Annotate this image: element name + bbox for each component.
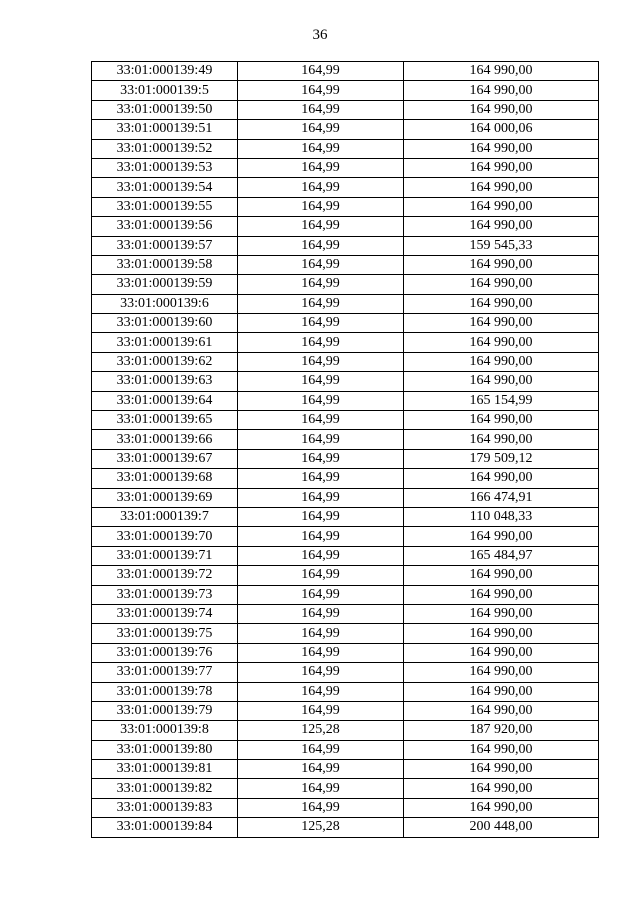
value-cell: 164 990,00 — [404, 197, 599, 216]
table-row — [92, 721, 599, 740]
value-cell: 164 990,00 — [404, 585, 599, 604]
cadastral-number-cell: 33:01:000139:8 — [92, 721, 238, 740]
table-row — [92, 255, 599, 274]
table-row — [92, 449, 599, 468]
cadastral-number-cell: 33:01:000139:71 — [92, 546, 238, 565]
cadastral-number-cell: 33:01:000139:84 — [92, 818, 238, 837]
value-cell: 166 474,91 — [404, 488, 599, 507]
table-row — [92, 158, 599, 177]
table-row — [92, 430, 599, 449]
cadastral-number-cell: 33:01:000139:7 — [92, 507, 238, 526]
table-row — [92, 236, 599, 255]
area-cell: 164,99 — [238, 236, 404, 255]
cadastral-number-cell: 33:01:000139:59 — [92, 275, 238, 294]
area-cell: 164,99 — [238, 779, 404, 798]
table-row — [92, 507, 599, 526]
value-cell: 164 990,00 — [404, 779, 599, 798]
area-cell: 164,99 — [238, 197, 404, 216]
value-cell: 164 990,00 — [404, 643, 599, 662]
table-row — [92, 779, 599, 798]
table-row — [92, 314, 599, 333]
area-cell: 164,99 — [238, 566, 404, 585]
value-cell: 164 990,00 — [404, 314, 599, 333]
area-cell: 164,99 — [238, 546, 404, 565]
value-cell: 164 990,00 — [404, 740, 599, 759]
value-cell: 164 990,00 — [404, 527, 599, 546]
area-cell: 164,99 — [238, 469, 404, 488]
cadastral-number-cell: 33:01:000139:83 — [92, 798, 238, 817]
table-row — [92, 682, 599, 701]
value-cell: 164 000,06 — [404, 120, 599, 139]
value-cell: 164 990,00 — [404, 62, 599, 81]
cadastral-number-cell: 33:01:000139:64 — [92, 391, 238, 410]
table-row — [92, 139, 599, 158]
cadastral-value-table — [91, 61, 599, 838]
table-row — [92, 760, 599, 779]
cadastral-number-cell: 33:01:000139:69 — [92, 488, 238, 507]
value-cell: 164 990,00 — [404, 798, 599, 817]
area-cell: 164,99 — [238, 740, 404, 759]
value-cell: 164 990,00 — [404, 624, 599, 643]
cadastral-number-cell: 33:01:000139:63 — [92, 372, 238, 391]
cadastral-number-cell: 33:01:000139:52 — [92, 139, 238, 158]
table-row — [92, 217, 599, 236]
area-cell: 164,99 — [238, 701, 404, 720]
cadastral-number-cell: 33:01:000139:56 — [92, 217, 238, 236]
table-body — [92, 62, 599, 838]
table-row — [92, 100, 599, 119]
area-cell: 164,99 — [238, 585, 404, 604]
table-row — [92, 62, 599, 81]
value-cell: 110 048,33 — [404, 507, 599, 526]
value-cell: 164 990,00 — [404, 604, 599, 623]
area-cell: 164,99 — [238, 411, 404, 430]
area-cell: 164,99 — [238, 372, 404, 391]
area-cell: 164,99 — [238, 643, 404, 662]
table-row — [92, 566, 599, 585]
value-cell: 164 990,00 — [404, 682, 599, 701]
value-cell: 164 990,00 — [404, 430, 599, 449]
table-row — [92, 411, 599, 430]
area-cell: 164,99 — [238, 760, 404, 779]
table-row — [92, 372, 599, 391]
value-cell: 164 990,00 — [404, 275, 599, 294]
table-row — [92, 585, 599, 604]
cadastral-number-cell: 33:01:000139:82 — [92, 779, 238, 798]
area-cell: 164,99 — [238, 333, 404, 352]
table-row — [92, 643, 599, 662]
cadastral-number-cell: 33:01:000139:75 — [92, 624, 238, 643]
cadastral-number-cell: 33:01:000139:60 — [92, 314, 238, 333]
cadastral-number-cell: 33:01:000139:80 — [92, 740, 238, 759]
value-cell: 165 154,99 — [404, 391, 599, 410]
value-cell: 164 990,00 — [404, 139, 599, 158]
value-cell: 164 990,00 — [404, 411, 599, 430]
area-cell: 164,99 — [238, 527, 404, 546]
table-row — [92, 120, 599, 139]
area-cell: 164,99 — [238, 682, 404, 701]
value-cell: 164 990,00 — [404, 333, 599, 352]
area-cell: 164,99 — [238, 488, 404, 507]
area-cell: 164,99 — [238, 507, 404, 526]
table-row — [92, 333, 599, 352]
area-cell: 125,28 — [238, 721, 404, 740]
area-cell: 164,99 — [238, 139, 404, 158]
table-row — [92, 294, 599, 313]
area-cell: 164,99 — [238, 255, 404, 274]
value-cell: 164 990,00 — [404, 255, 599, 274]
area-cell: 164,99 — [238, 178, 404, 197]
table-row — [92, 740, 599, 759]
area-cell: 164,99 — [238, 314, 404, 333]
cadastral-number-cell: 33:01:000139:77 — [92, 663, 238, 682]
cadastral-number-cell: 33:01:000139:49 — [92, 62, 238, 81]
value-cell: 164 990,00 — [404, 469, 599, 488]
cadastral-number-cell: 33:01:000139:5 — [92, 81, 238, 100]
cadastral-number-cell: 33:01:000139:76 — [92, 643, 238, 662]
table-row — [92, 701, 599, 720]
cadastral-number-cell: 33:01:000139:61 — [92, 333, 238, 352]
cadastral-number-cell: 33:01:000139:67 — [92, 449, 238, 468]
area-cell: 164,99 — [238, 100, 404, 119]
area-cell: 164,99 — [238, 120, 404, 139]
cadastral-number-cell: 33:01:000139:73 — [92, 585, 238, 604]
value-cell: 164 990,00 — [404, 217, 599, 236]
value-cell: 164 990,00 — [404, 294, 599, 313]
cadastral-number-cell: 33:01:000139:6 — [92, 294, 238, 313]
value-cell: 164 990,00 — [404, 372, 599, 391]
table-row — [92, 546, 599, 565]
cadastral-number-cell: 33:01:000139:68 — [92, 469, 238, 488]
value-cell: 164 990,00 — [404, 760, 599, 779]
area-cell: 164,99 — [238, 275, 404, 294]
table-row — [92, 81, 599, 100]
table-row — [92, 197, 599, 216]
value-cell: 164 990,00 — [404, 566, 599, 585]
area-cell: 164,99 — [238, 604, 404, 623]
value-cell: 187 920,00 — [404, 721, 599, 740]
area-cell: 164,99 — [238, 430, 404, 449]
area-cell: 164,99 — [238, 663, 404, 682]
area-cell: 164,99 — [238, 624, 404, 643]
value-cell: 165 484,97 — [404, 546, 599, 565]
table-row — [92, 352, 599, 371]
area-cell: 164,99 — [238, 62, 404, 81]
cadastral-number-cell: 33:01:000139:65 — [92, 411, 238, 430]
cadastral-number-cell: 33:01:000139:81 — [92, 760, 238, 779]
cadastral-number-cell: 33:01:000139:62 — [92, 352, 238, 371]
table-row — [92, 527, 599, 546]
value-cell: 164 990,00 — [404, 663, 599, 682]
cadastral-number-cell: 33:01:000139:58 — [92, 255, 238, 274]
table-row — [92, 818, 599, 837]
value-cell: 164 990,00 — [404, 100, 599, 119]
table-row — [92, 391, 599, 410]
cadastral-number-cell: 33:01:000139:53 — [92, 158, 238, 177]
table-row — [92, 488, 599, 507]
cadastral-number-cell: 33:01:000139:78 — [92, 682, 238, 701]
value-cell: 164 990,00 — [404, 352, 599, 371]
cadastral-number-cell: 33:01:000139:51 — [92, 120, 238, 139]
table-row — [92, 275, 599, 294]
value-cell: 164 990,00 — [404, 81, 599, 100]
table-row — [92, 469, 599, 488]
value-cell: 179 509,12 — [404, 449, 599, 468]
cadastral-number-cell: 33:01:000139:74 — [92, 604, 238, 623]
area-cell: 164,99 — [238, 449, 404, 468]
cadastral-number-cell: 33:01:000139:70 — [92, 527, 238, 546]
cadastral-number-cell: 33:01:000139:54 — [92, 178, 238, 197]
cadastral-number-cell: 33:01:000139:66 — [92, 430, 238, 449]
table-row — [92, 798, 599, 817]
area-cell: 125,28 — [238, 818, 404, 837]
area-cell: 164,99 — [238, 798, 404, 817]
cadastral-number-cell: 33:01:000139:50 — [92, 100, 238, 119]
cadastral-number-cell: 33:01:000139:55 — [92, 197, 238, 216]
table-row — [92, 178, 599, 197]
value-cell: 164 990,00 — [404, 701, 599, 720]
value-cell: 164 990,00 — [404, 158, 599, 177]
value-cell: 159 545,33 — [404, 236, 599, 255]
area-cell: 164,99 — [238, 217, 404, 236]
cadastral-number-cell: 33:01:000139:79 — [92, 701, 238, 720]
area-cell: 164,99 — [238, 158, 404, 177]
area-cell: 164,99 — [238, 391, 404, 410]
table-row — [92, 663, 599, 682]
value-cell: 164 990,00 — [404, 178, 599, 197]
cadastral-number-cell: 33:01:000139:72 — [92, 566, 238, 585]
value-cell: 200 448,00 — [404, 818, 599, 837]
page-number: 36 — [312, 27, 328, 43]
area-cell: 164,99 — [238, 352, 404, 371]
area-cell: 164,99 — [238, 294, 404, 313]
cadastral-number-cell: 33:01:000139:57 — [92, 236, 238, 255]
table-row — [92, 604, 599, 623]
table-row — [92, 624, 599, 643]
area-cell: 164,99 — [238, 81, 404, 100]
